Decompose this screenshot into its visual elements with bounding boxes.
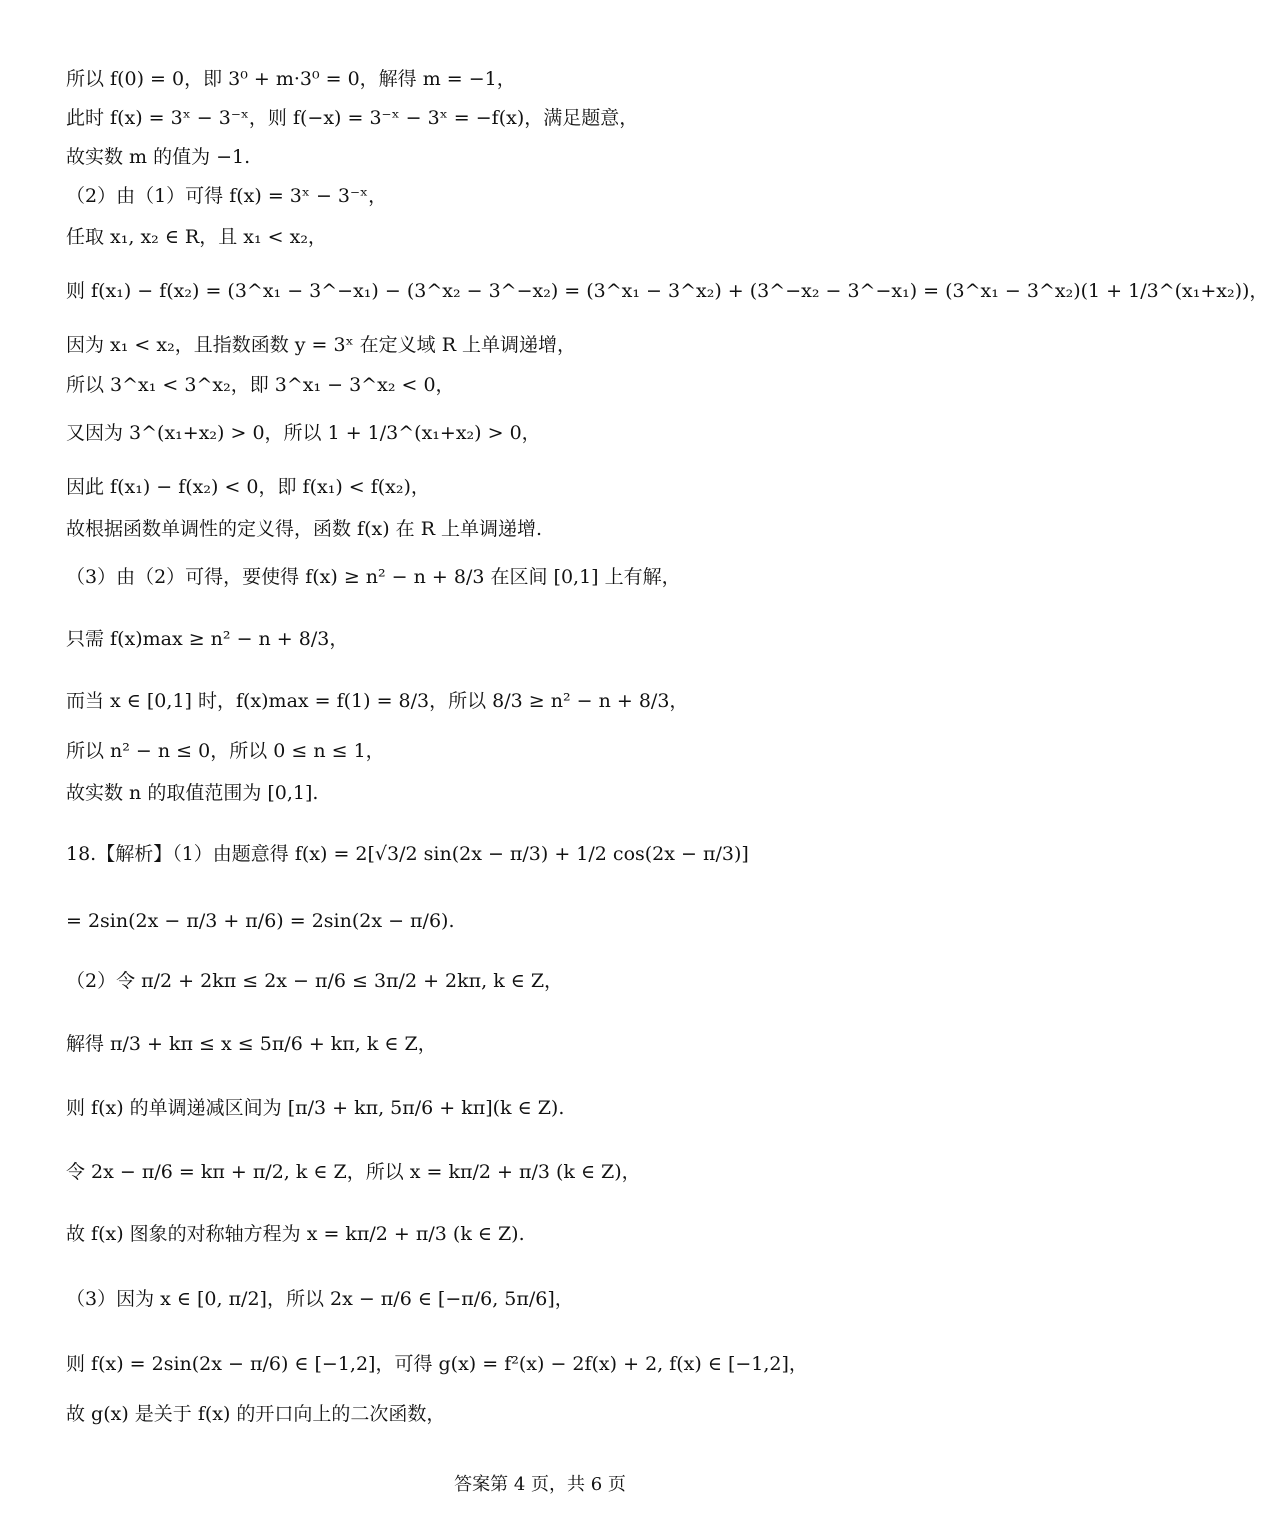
solution-line-24: （3）因为 x ∈ [0, π/2]，所以 2x − π/6 ∈ [−π/6, 5π/6]， <box>66 1288 574 1310</box>
solution-line-16: 故实数 n 的取值范围为 [0,1]. <box>66 782 319 804</box>
page-footer: 答案第 4 页，共 6 页 <box>454 1474 626 1495</box>
solution-line-4: （2）由（1）可得 f(x) = 3ˣ − 3⁻ˣ， <box>66 185 388 207</box>
solution-line-14: 而当 x ∈ [0,1] 时，f(x)max = f(1) = 8/3，所以 8/3 ≥ n² − n + 8/3， <box>66 690 689 712</box>
solution-line-7: 因为 x₁ < x₂，且指数函数 y = 3ˣ 在定义域 R 上单调递增， <box>66 334 577 356</box>
solution-line-21: 则 f(x) 的单调递减区间为 [π/3 + kπ, 5π/6 + kπ](k ∈ Z). <box>66 1097 565 1119</box>
solution-line-25: 则 f(x) = 2sin(2x − π/6) ∈ [−1,2]，可得 g(x) = f²(x) − 2f(x) + 2, f(x) ∈ [−1,2]， <box>66 1353 808 1375</box>
solution-line-13: 只需 f(x)max ≥ n² − n + 8/3， <box>66 628 349 650</box>
solution-line-3: 故实数 m 的值为 −1. <box>66 146 251 168</box>
solution-line-8: 所以 3^x₁ < 3^x₂，即 3^x₁ − 3^x₂ < 0， <box>66 374 455 396</box>
solution-line-19: （2）令 π/2 + 2kπ ≤ 2x − π/6 ≤ 3π/2 + 2kπ, k ∈ Z， <box>66 970 564 992</box>
solution-line-2: 此时 f(x) = 3ˣ − 3⁻ˣ，则 f(−x) = 3⁻ˣ − 3ˣ = −f(x)，满足题意， <box>66 107 639 129</box>
solution-line-15: 所以 n² − n ≤ 0，所以 0 ≤ n ≤ 1， <box>66 740 385 762</box>
solution-line-17: 18.【解析】（1）由题意得 f(x) = 2[√3/2 sin(2x − π/3) + 1/2 cos(2x − π/3)] <box>66 843 749 865</box>
solution-line-6: 则 f(x₁) − f(x₂) = (3^x₁ − 3^−x₁) − (3^x₂ − 3^−x₂) = (3^x₁ − 3^x₂) + (3^−x₂ − 3^−x₁) = (3^x₁ − 3^x₂)(1 + 1/3^(x₁+x₂))， <box>66 280 1268 302</box>
solution-line-9: 又因为 3^(x₁+x₂) > 0，所以 1 + 1/3^(x₁+x₂) > 0， <box>66 422 541 444</box>
solution-line-5: 任取 x₁, x₂ ∈ R，且 x₁ < x₂， <box>66 226 327 248</box>
solution-line-12: （3）由（2）可得，要使得 f(x) ≥ n² − n + 8/3 在区间 [0,1] 上有解， <box>66 566 681 588</box>
solution-line-23: 故 f(x) 图象的对称轴方程为 x = kπ/2 + π/3 (k ∈ Z). <box>66 1223 525 1245</box>
solution-line-18: = 2sin(2x − π/3 + π/6) = 2sin(2x − π/6). <box>66 910 455 932</box>
solution-line-22: 令 2x − π/6 = kπ + π/2, k ∈ Z，所以 x = kπ/2 + π/3 (k ∈ Z)， <box>66 1161 641 1183</box>
solution-line-20: 解得 π/3 + kπ ≤ x ≤ 5π/6 + kπ, k ∈ Z， <box>66 1033 437 1055</box>
solution-line-26: 故 g(x) 是关于 f(x) 的开口向上的二次函数， <box>66 1403 446 1425</box>
solution-line-1: 所以 f(0) = 0，即 3⁰ + m·3⁰ = 0，解得 m = −1， <box>66 68 516 90</box>
solution-line-10: 因此 f(x₁) − f(x₂) < 0，即 f(x₁) < f(x₂)， <box>66 476 430 498</box>
solution-line-11: 故根据函数单调性的定义得，函数 f(x) 在 R 上单调递增. <box>66 518 543 540</box>
